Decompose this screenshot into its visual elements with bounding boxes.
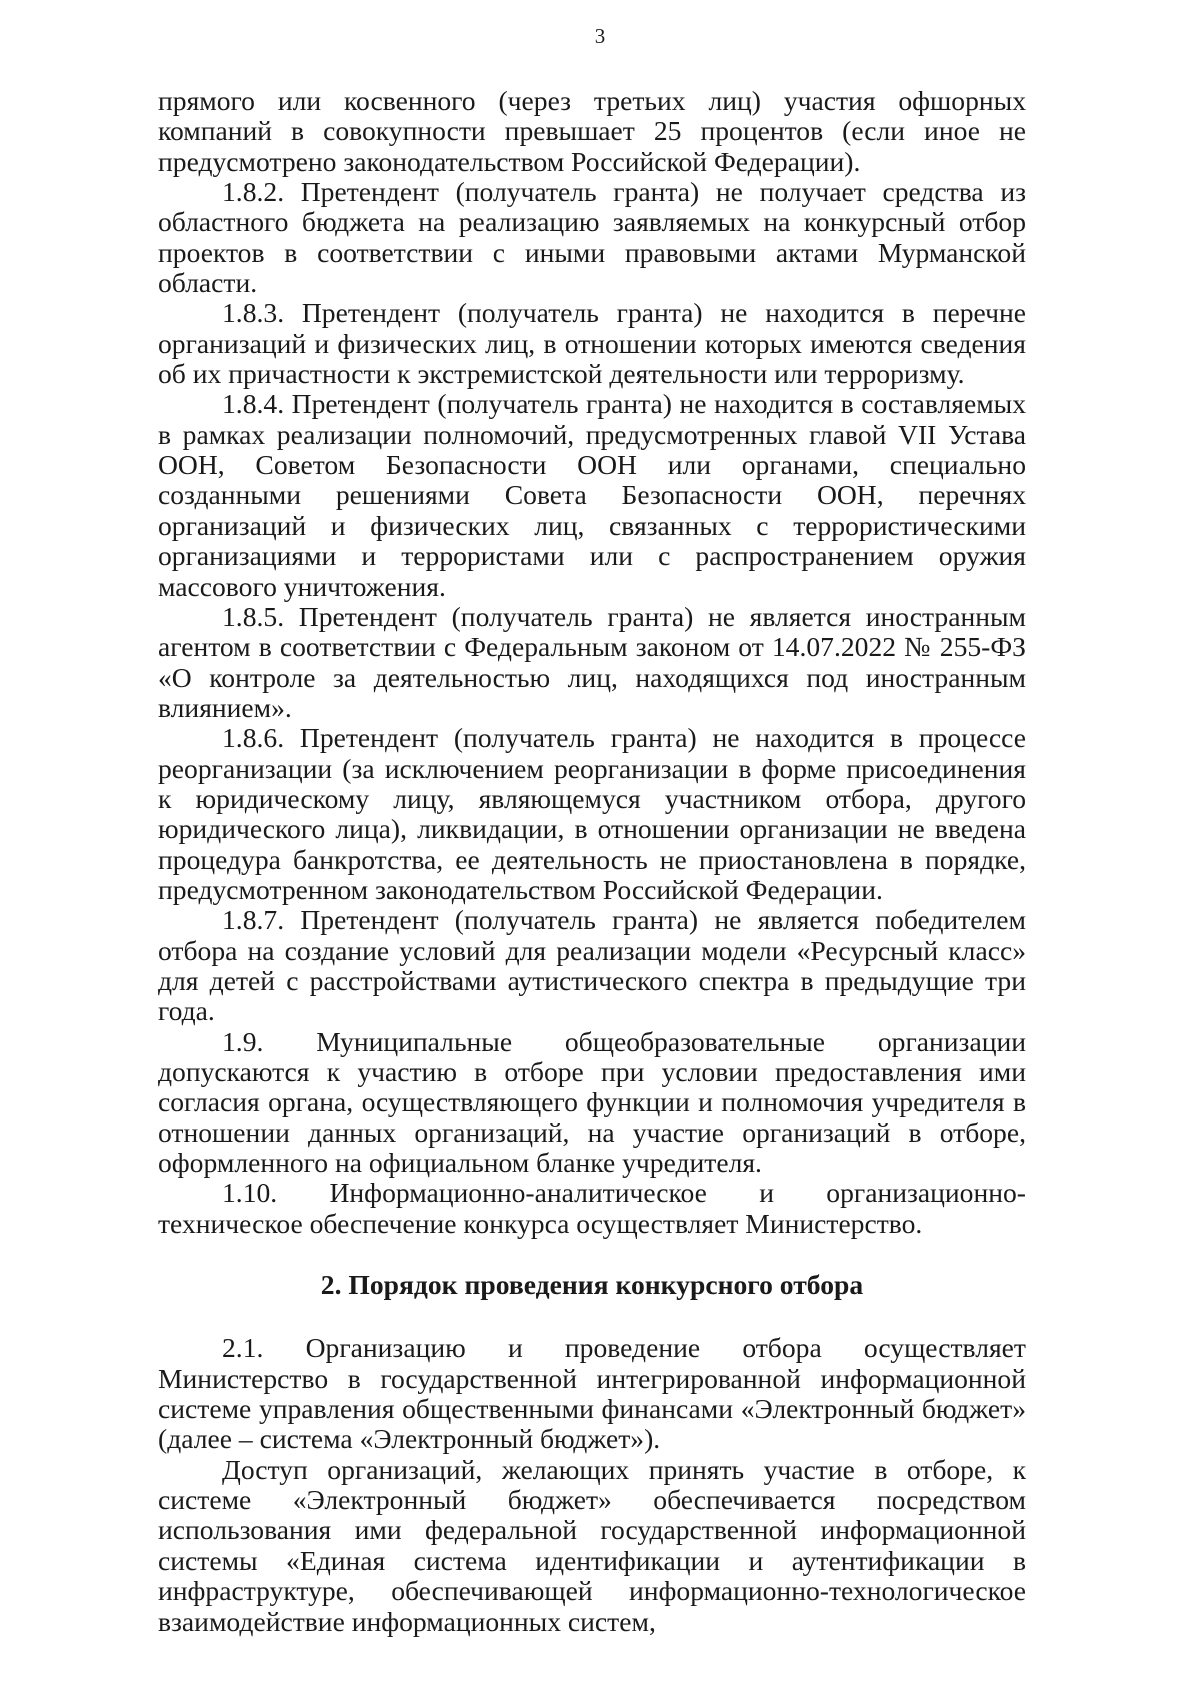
document-body [158,86,1026,1637]
paragraph-1-9: 1.9. Муниципальные общеобразовательные организации допускаются к участию в отборе при условии предоставления ими согласия органа, осуществляющего функции и полномочия учредителя в отношении данных организаций, на участие организаций в отборе, оформленного на официальном бланке учредителя. [158,1025,1026,1179]
paragraph-1-8-5: 1.8.5. Претендент (получатель гранта) не является иностранным агентом в соответствии с Федеральным законом от 14.07.2022 № 255-ФЗ «О контроле за деятельностью лиц, находящихся под иностранным влиянием». [158,600,1026,723]
paragraph-continuation: прямого или косвенного (через третьих лиц) участия офшорных компаний в совокупности превышает 25 процентов (если иное не предусмотрено законодательством Российской Федерации). [158,85,1026,177]
section-heading: 2. Порядок проведения конкурсного отбора [320,1269,864,1301]
paragraph-1-8-2: 1.8.2. Претендент (получатель гранта) не получает средства из областного бюджета на реализацию заявляемых на конкурсный отбор проектов в соответствии с иными правовыми актами Мурманской области. [158,176,1026,299]
paragraph-access: Доступ организаций, желающих принять участие в отборе, к системе «Электронный бюджет» обеспечивается посредством использования ими федеральной государственной информационной системы «Единая система идентификации и аутентификации в инфраструктуре, обеспечивающей информационно-технологическое взаимодействие информационных систем, [158,1453,1026,1637]
paragraph-1-10: 1.10. Информационно-аналитическое и организационно-техническое обеспечение конкурса осуществляет Министерство. [158,1177,1026,1239]
paragraph-1-8-7: 1.8.7. Претендент (получатель гранта) не является победителем отбора на создание условий для реализации модели «Ресурсный класс» для детей с расстройствами аутистического спектра в предыдущие три года. [158,904,1026,1027]
paragraph-2-1: 2.1. Организацию и проведение отбора осуществляет Министерство в государственной интегрированной информационной системе управления общественными финансами «Электронный бюджет» (далее – система «Электронный бюджет»). [158,1332,1026,1455]
paragraph-1-8-4: 1.8.4. Претендент (получатель гранта) не находится в составляемых в рамках реализации полномочий, предусмотренных главой VII Устава ООН, Советом Безопасности ООН или органами, специально созданными решениями Совета Безопасности ООН, перечнях организаций и физических лиц, связанных с террористическими организациями и террористами или с распространением оружия массового уничтожения. [158,388,1026,602]
paragraph-1-8-6: 1.8.6. Претендент (получатель гранта) не находится в процессе реорганизации (за исключением реорганизации в форме присоединения к юридическому лицу, являющемуся участником отбора, другого юридического лица), ликвидации, в отношении организации не введена процедура банкротства, ее деятельность не приостановлена в порядке, предусмотренном законодательством Российской Федерации. [158,722,1026,905]
page-number: 3 [594,24,606,48]
paragraph-1-8-3: 1.8.3. Претендент (получатель гранта) не находится в перечне организаций и физических лиц, в отношении которых имеются сведения об их причастности к экстремистской деятельности или терроризму. [158,297,1026,390]
